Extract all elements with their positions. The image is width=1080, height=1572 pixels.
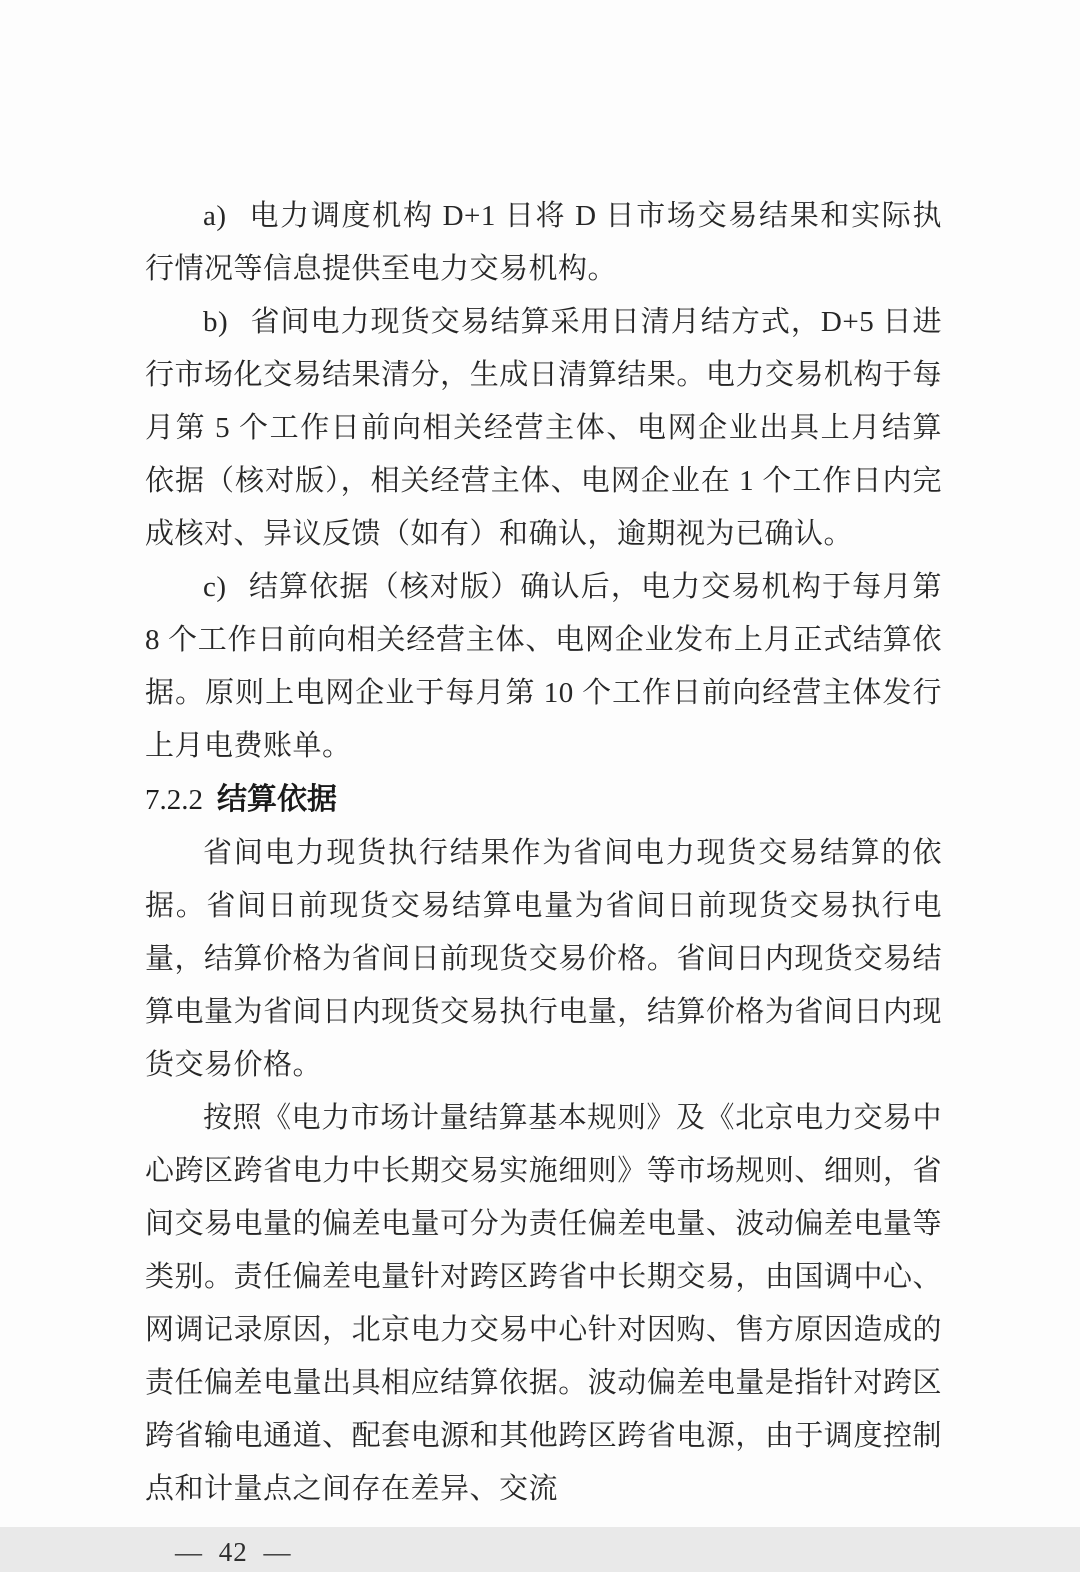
- page-number: — 42 —: [175, 1537, 292, 1567]
- page-footer: [145, 1532, 942, 1572]
- list-marker-a: a): [203, 200, 227, 232]
- document-body: [145, 190, 942, 1516]
- list-marker-b: b): [203, 306, 229, 338]
- list-item-c-text: 结算依据（核对版）确认后，电力交易机构于每月第 8 个工作日前向相关经营主体、电网企业发布上月正式结算依据。原则上电网企业于每月第 10 个工作日前向经营主体发行上月电费账单。: [145, 571, 942, 762]
- paragraph-deviation-volume: 按照《电力市场计量结算基本规则》及《北京电力交易中心跨区跨省电力中长期交易实施细则》等市场规则、细则，省间交易电量的偏差电量可分为责任偏差电量、波动偏差电量等类别。责任偏差电量针对跨区跨省中长期交易，由国调中心、网调记录原因，北京电力交易中心针对因购、售方原因造成的责任偏差电量出具相应结算依据。波动偏差电量是指针对跨区跨省输电通道、配套电源和其他跨区跨省电源，由于调度控制点和计量点之间存在差异、交流: [145, 1102, 942, 1505]
- list-item-a-text: 电力调度机构 D+1 日将 D 日市场交易结果和实际执行情况等信息提供至电力交易机构。: [145, 200, 942, 285]
- section-heading: [145, 773, 942, 827]
- section-number: 7.2.2: [145, 784, 203, 816]
- list-item-c: [145, 561, 942, 773]
- paragraph-settlement-basis: 省间电力现货执行结果作为省间电力现货交易结算的依据。省间日前现货交易结算电量为省间日前现货交易执行电量，结算价格为省间日前现货交易价格。省间日内现货交易结算电量为省间日内现货交易执行电量，结算价格为省间日内现货交易价格。: [145, 837, 942, 1081]
- list-item-b-text: 省间电力现货交易结算采用日清月结方式，D+5 日进行市场化交易结果清分，生成日清算结果。电力交易机构于每月第 5 个工作日前向相关经营主体、电网企业出具上月结算依据（核对版），相关经营主体、电网企业在 1 个工作日内完成核对、异议反馈（如有）和确认，逾期视为已确认。: [145, 306, 942, 550]
- list-item-b: [145, 296, 942, 561]
- section-title: 结算依据: [217, 783, 337, 816]
- list-item-a: [145, 190, 942, 296]
- list-marker-c: c): [203, 571, 227, 603]
